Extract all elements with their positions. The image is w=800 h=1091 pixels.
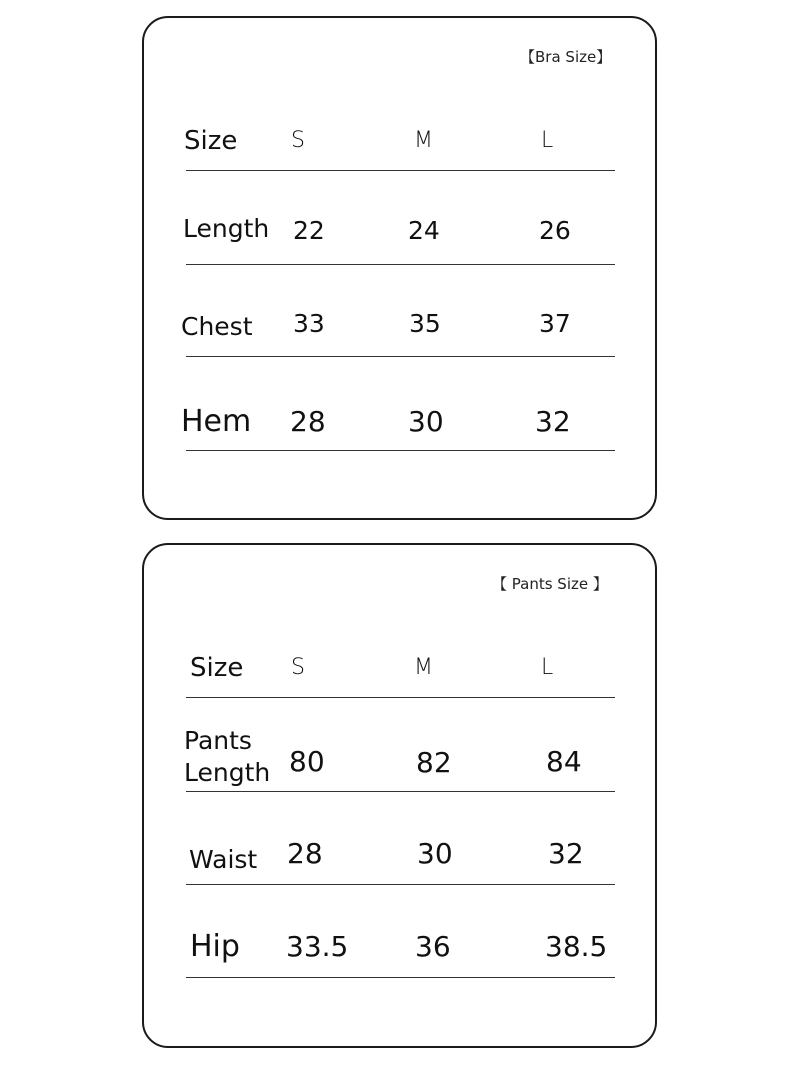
pants-hip-divider bbox=[186, 977, 615, 978]
pants-row-label-pants-length bbox=[184, 725, 270, 789]
bra-length-s: 22 bbox=[293, 216, 325, 245]
bra-chest-s: 33 bbox=[293, 309, 325, 338]
pants-hip-l: 38.5 bbox=[545, 930, 608, 963]
bra-hem-s: 28 bbox=[290, 405, 326, 438]
pants-length-s: 80 bbox=[289, 745, 325, 778]
pants-waist-s: 28 bbox=[287, 837, 323, 870]
bra-length-divider bbox=[186, 264, 615, 265]
pants-length-divider bbox=[186, 791, 615, 792]
bra-length-m: 24 bbox=[408, 216, 440, 245]
bra-header-divider bbox=[186, 170, 615, 171]
bra-row-label-length: Length bbox=[183, 214, 270, 243]
pants-waist-divider bbox=[186, 884, 615, 885]
pants-header-divider bbox=[186, 697, 615, 698]
pants-header-size-label: Size bbox=[190, 653, 244, 683]
pants-hip-s: 33.5 bbox=[286, 930, 349, 963]
pants-size-card bbox=[142, 543, 657, 1048]
bra-hem-divider bbox=[186, 450, 615, 451]
bra-row-label-chest: Chest bbox=[181, 312, 253, 341]
pants-row-label-line2: Length bbox=[184, 758, 271, 787]
bra-row-label-hem: Hem bbox=[181, 404, 252, 439]
pants-row-label-hip: Hip bbox=[190, 929, 240, 964]
pants-header-col-m: M bbox=[414, 655, 433, 680]
pants-row-label-line1: Pants bbox=[184, 726, 252, 755]
bra-hem-m: 30 bbox=[408, 405, 444, 438]
bra-chest-divider bbox=[186, 356, 615, 357]
pants-waist-m: 30 bbox=[417, 837, 453, 870]
pants-header-col-l: L bbox=[541, 655, 554, 680]
pants-row-label-waist: Waist bbox=[189, 845, 258, 874]
pants-length-l: 84 bbox=[546, 745, 582, 778]
bra-header-size-label: Size bbox=[184, 126, 238, 156]
bra-chest-m: 35 bbox=[409, 309, 441, 338]
bra-header-col-l: L bbox=[541, 128, 554, 153]
bra-hem-l: 32 bbox=[535, 405, 571, 438]
bra-header-col-m: M bbox=[414, 128, 433, 153]
pants-length-m: 82 bbox=[416, 746, 452, 779]
bra-header-col-s: S bbox=[291, 128, 305, 153]
bra-length-l: 26 bbox=[539, 216, 571, 245]
bra-size-title: 【Bra Size】 bbox=[520, 48, 612, 66]
bra-size-card bbox=[142, 16, 657, 520]
bra-chest-l: 37 bbox=[539, 309, 571, 338]
pants-header-col-s: S bbox=[291, 655, 305, 680]
pants-hip-m: 36 bbox=[415, 930, 451, 963]
pants-size-title: 【 Pants Size 】 bbox=[492, 575, 608, 593]
pants-waist-l: 32 bbox=[548, 837, 584, 870]
